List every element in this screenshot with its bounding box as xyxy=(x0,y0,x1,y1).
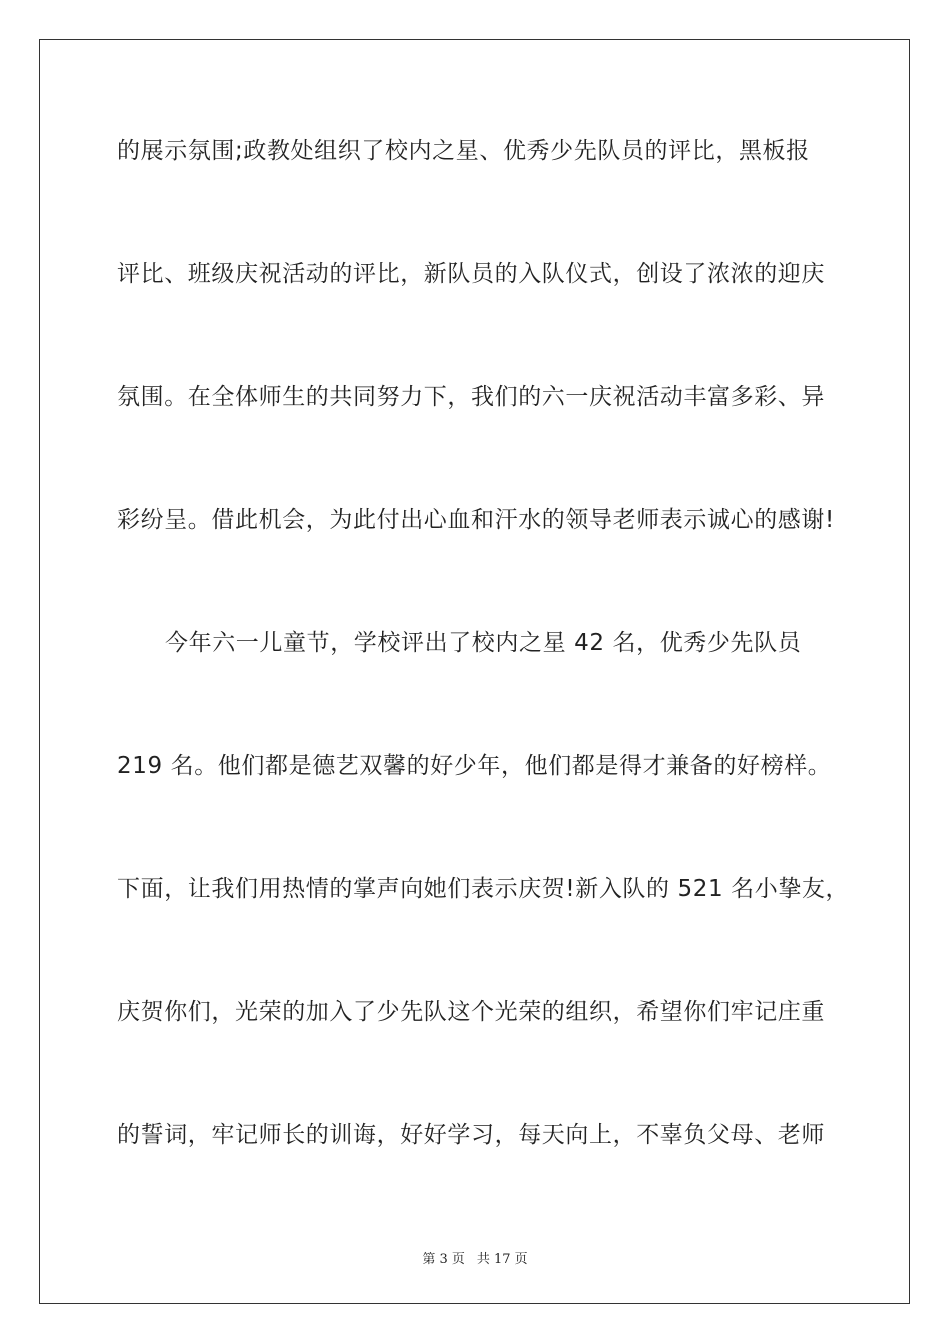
page-frame xyxy=(39,39,910,1304)
page-number: 第 3 页 xyxy=(422,1252,465,1267)
body-text-line: 彩纷呈。借此机会，为此付出心血和汗水的领导老师表示诚心的感谢! xyxy=(117,507,835,533)
body-text-line: 评比、班级庆祝活动的评比，新队员的入队仪式，创设了浓浓的迎庆 xyxy=(117,261,825,287)
body-text-line: 氛围。在全体师生的共同努力下，我们的六一庆祝活动丰富多彩、异 xyxy=(117,384,825,410)
body-text-line: 下面，让我们用热情的掌声向她们表示庆贺!新入队的 521 名小挚友， xyxy=(117,876,850,902)
page-total: 共 17 页 xyxy=(476,1252,528,1267)
body-text-line: 庆贺你们，光荣的加入了少先队这个光荣的组织，希望你们牢记庄重 xyxy=(117,999,825,1025)
body-text-line: 219 名。他们都是德艺双馨的好少年，他们都是得才兼备的好榜样。 xyxy=(117,753,832,779)
body-text-line-indented: 今年六一儿童节，学校评出了校内之星 42 名，优秀少先队员 xyxy=(165,630,802,656)
body-text-line: 的誓词，牢记师长的训诲，好好学习，每天向上，不辜负父母、老师 xyxy=(117,1122,825,1148)
page-footer xyxy=(0,1248,950,1267)
body-text-line: 的展示氛围;政教处组织了校内之星、优秀少先队员的评比，黑板报 xyxy=(117,138,810,164)
